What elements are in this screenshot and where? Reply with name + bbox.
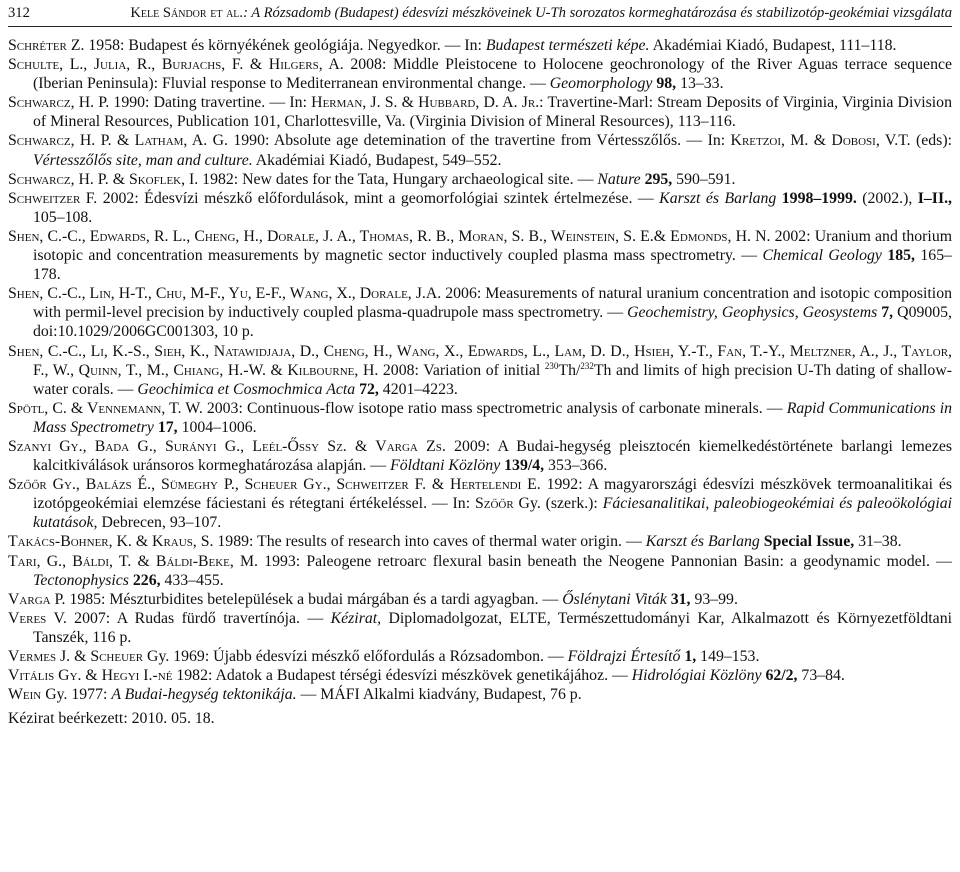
ref-pages: 149–153. [696,648,760,665]
ref-authors: Vitális Gy. & Hegyi I.-né [8,667,173,685]
ref-text: Gy. (szerk.): [513,495,603,513]
ref-pages: 4201–4223. [378,380,458,398]
ref-authors: Shen, C.-C., Edwards, R. L., Cheng, H., Dorale, J. A., Thomas, R. B., Moran, S. B., Weinstein, S. E.& Edmonds, H. N. [8,227,771,245]
ref-volume: 185, [881,247,915,265]
header-rule [8,26,952,27]
ref-text: 1982: Adatok a Budapest térségi édesvízi mészkövek genetikájához. — [172,667,632,685]
ref-volume: 226, [128,571,161,589]
ref-volume: Special Issue, [759,533,855,551]
ref-volume: 62/2, [761,667,798,685]
ref-issue: I–II., [917,189,952,207]
ref-journal: Földrajzi Értesítő [567,648,681,665]
reference-szoor-1992 [8,475,952,532]
ref-pages: 1004–1006. [177,418,257,436]
reference-schwarcz-1990b [8,131,952,169]
ref-text: 2003: Continuous-flow isotope ratio mass spectrometric analysis of carbonate minerals. — [202,399,787,417]
reference-szanyi-2009 [8,437,952,475]
reference-spotl-2003 [8,399,952,437]
ref-text: — MÁFI Alkalmi kiadvány, Budapest, 76 p. [296,686,582,704]
ref-volume: 72, [355,380,379,398]
ref-authors: Schréter [8,37,67,54]
ref-source: Fáciesanalitikai, paleobiogeokémiai és paleoökológiai kutatások, [33,495,952,532]
ref-volume: 139/4, [500,457,545,475]
ref-volume: 295, [640,170,673,188]
ref-text: F. 2002: Édesvízi mészkő előfordulások, mint a geomorfológiai szintek értelmezése. — [80,189,660,207]
ref-text: 1990: Dating travertine. — In: [109,94,312,112]
reference-veres-2007 [8,609,952,647]
reference-varga-1985 [8,590,952,609]
ref-journal: Karszt és Barlang [659,189,777,207]
ref-pages: 93–99. [690,590,738,608]
reference-shen-2008 [8,342,952,399]
ref-text: 2006: Measurements of natural uranium concentration and isotopic composition with permil-level precision by inductively coupled plasma-quadrupole mass spectrometry. — [33,285,952,322]
header-authors: Kele Sándor et al. [130,5,244,21]
ref-text: V. 2007: A Rudas fürdő travertínója. — [46,609,331,627]
manuscript-received-date: Kézirat beérkezett: 2010. 05. 18. [8,710,215,728]
ref-source: Kézirat, [330,609,382,627]
reference-shen-2006 [8,284,952,341]
ref-journal: Hidrológiai Közlöny [631,667,762,685]
ref-pages: 433–455. [160,571,224,589]
reference-tari-1993 [8,552,952,590]
ref-pages: 105–108. [33,208,93,226]
reference-schreter-1958 [8,36,952,55]
ref-pages: 13–33. [676,75,724,93]
reference-vitalis-1982 [8,666,952,685]
ref-authors: Szanyi Gy., Bada G., Surányi G., Leél-Őssy Sz. & Varga Zs. [8,437,446,455]
ref-editors: Szőőr [474,495,514,513]
reference-vermes-1969 [8,647,952,666]
ref-text: : Travertine-Marl: Stream Deposits of Virginia, Virginia Division of Mineral Resources, Publication 101, Charlottesville, Va. (Virginia Division of Mineral Resources), 113–116. [33,94,952,131]
ref-text: (2002.), [856,189,918,207]
ref-authors: Schweitzer [8,189,81,207]
ref-text: 1989: The results of research into caves of thermal water origin. — [213,533,646,551]
ref-journal: Geomorphology [549,75,653,93]
ref-text: Akadémiai Kiadó, Budapest, 111–118. [649,37,897,54]
ref-journal: Geochimica et Cosmochmica Acta [137,380,356,398]
reference-shen-2002 [8,227,952,284]
ref-authors: Schwarcz, H. P. & Skoflek, I. [8,170,199,188]
reference-list [8,36,952,744]
reference-schwarcz-1982 [8,170,952,189]
ref-superscript: 230 [544,360,559,371]
ref-source: Vértesszőlős site, man and culture. [33,151,253,169]
ref-text: 2008: Middle Pleistocene to Holocene geochronology of the River Aguas terrace sequence (Iberian Peninsula): Fluvial response to Mediterranean environmental change. — [33,56,952,93]
ref-journal: Tectonophysics [33,571,129,589]
ref-authors: Schwarcz, H. P. [8,94,110,112]
ref-pages: 590–591. [672,170,736,188]
ref-authors: Veres [8,609,47,627]
ref-text: 1992: A magyarországi édesvízi mészkövek termoanalitikai és izotópgeokémiai elemzése fáciestani és rétegtani értékeléssel. — In: [33,476,952,513]
ref-journal: Chemical Geology [762,247,882,265]
ref-authors: Wein [8,686,42,704]
reference-wein-1977 [8,685,952,704]
ref-pages: Q09005, doi:10.1029/2006GC001303, 10 p. [33,304,953,341]
running-header [8,2,952,26]
ref-authors: Spötl, C. & Vennemann, T. W. [8,399,203,417]
ref-volume: 98, [652,75,677,93]
header-title: : A Rózsadomb (Budapest) édesvízi mészköveinek U-Th sorozatos kormeghatározása és stabilizotóp-geokémiai vizsgálata [243,5,952,21]
ref-editors: Herman, J. S. & Hubbard, D. A. Jr. [311,94,540,112]
ref-authors: Vermes J. & Scheuer [8,648,144,665]
ref-source: Budapest természeti képe. [485,37,650,54]
ref-text: Z. 1958: Budapest és környékének geológiája. Negyedkor. — In: [66,37,486,54]
ref-journal: Őslénytani Viták [562,590,667,608]
ref-authors: Schwarcz, H. P. & Latham, A. G. [8,132,228,150]
ref-authors: Varga [8,590,51,608]
reference-schweitzer-2002 [8,189,952,227]
ref-journal: Geochemistry, Geophysics, Geosystems [627,304,878,322]
ref-text: 1993: Paleogene retroarc flexural basin beneath the Neogene Pannonian Basin: a geodynamic model. — [258,552,952,570]
ref-text: 2008: Variation of initial [378,361,545,379]
ref-volume: 1, [680,648,697,665]
ref-text: Diplomadolgozat, ELTE, Természettudományi Kar, Alkalmazott és Környezetföldtani Tanszék, 116 p. [33,609,952,646]
ref-journal: Nature [597,170,641,188]
ref-pages: 353–366. [544,457,608,475]
reference-schwarcz-1990a [8,93,952,131]
running-title [130,2,952,24]
page-number: 312 [8,5,30,21]
ref-authors: Tari, G., Báldi, T. & Báldi-Beke, M. [8,552,259,570]
ref-pages: 165–178. [33,247,953,284]
ref-volume: 31, [666,590,691,608]
ref-volume: 1998–1999. [776,189,857,207]
reference-takacs-bohner-1989 [8,532,952,551]
ref-text: Th and limits of high precision U-Th dating of shallow-water corals. — [33,361,952,398]
ref-pages: 31–38. [854,533,902,551]
ref-pages: 73–84. [797,667,845,685]
ref-authors: Shen, C.-C., Lin, H-T., Chu, M-F., Yu, E-F., Wang, X., Dorale, J.A. [8,285,442,303]
ref-volume: 7, [877,304,894,322]
ref-journal: Karszt és Barlang [645,533,760,551]
reference-schulte-2008 [8,55,952,93]
ref-authors: Shen, C.-C., Li, K.-S., Sieh, K., Natawidjaja, D., Cheng, H., Wang, X., Edwards, L., Lam, D. D., Hsieh, Y.-T., Fan, T.-Y., Meltzner, A., J., Taylor, F., W., Quinn, T., M., Chiang, H.-W. & Kilbourne, H. [8,342,952,379]
ref-text: 2002: Uranium and thorium isotopic and concentration measurements by magnetic sector inductively coupled plasma mass spectrometry. — [33,227,953,265]
ref-text: (eds): [910,132,952,150]
ref-text: Th/ [558,361,581,379]
ref-journal: Rapid Communications in Mass Spectrometry [33,399,952,436]
ref-editors: Kretzoi, M. & Dobosi, V.T. [730,132,911,150]
ref-text: P. 1985: Mészturbidites betelepülések a budai márgában és a tardi agyagban. — [50,590,563,608]
ref-text: 1982: New dates for the Tata, Hungary archaeological site. — [198,170,598,188]
ref-authors: Schulte, L., Julia, R., Burjachs, F. & Hilgers, A. [8,56,344,74]
ref-superscript: 232 [580,360,594,371]
ref-text: Akadémiai Kiadó, Budapest, 549–552. [252,151,502,169]
ref-authors: Takács-Bohner, K. & Kraus, S. [8,533,214,551]
ref-text: Gy. 1969: Újabb édesvízi mészkő előfordulás a Rózsadombon. — [143,648,568,665]
ref-text: Debrecen, 93–107. [97,514,222,532]
ref-source: A Budai-hegység tektonikája. [111,686,297,704]
ref-journal: Földtani Közlöny [390,457,501,475]
ref-text: 2009: A Budai-hegység pleisztocén kiemelkedéstörténete barlangi lemezes kalcitkiválások uránsoros kormeghatározása alapján. — [33,437,952,475]
ref-authors: Szőőr Gy., Balázs É., Sümeghy P., Scheuer Gy., Schweitzer F. & Hertelendi E. [8,476,541,494]
ref-text: Gy. 1977: [41,686,112,704]
ref-text: 1990: Absolute age detemination of the travertine from Vértesszőlős. — In: [228,132,731,150]
ref-volume: 17, [153,418,178,436]
